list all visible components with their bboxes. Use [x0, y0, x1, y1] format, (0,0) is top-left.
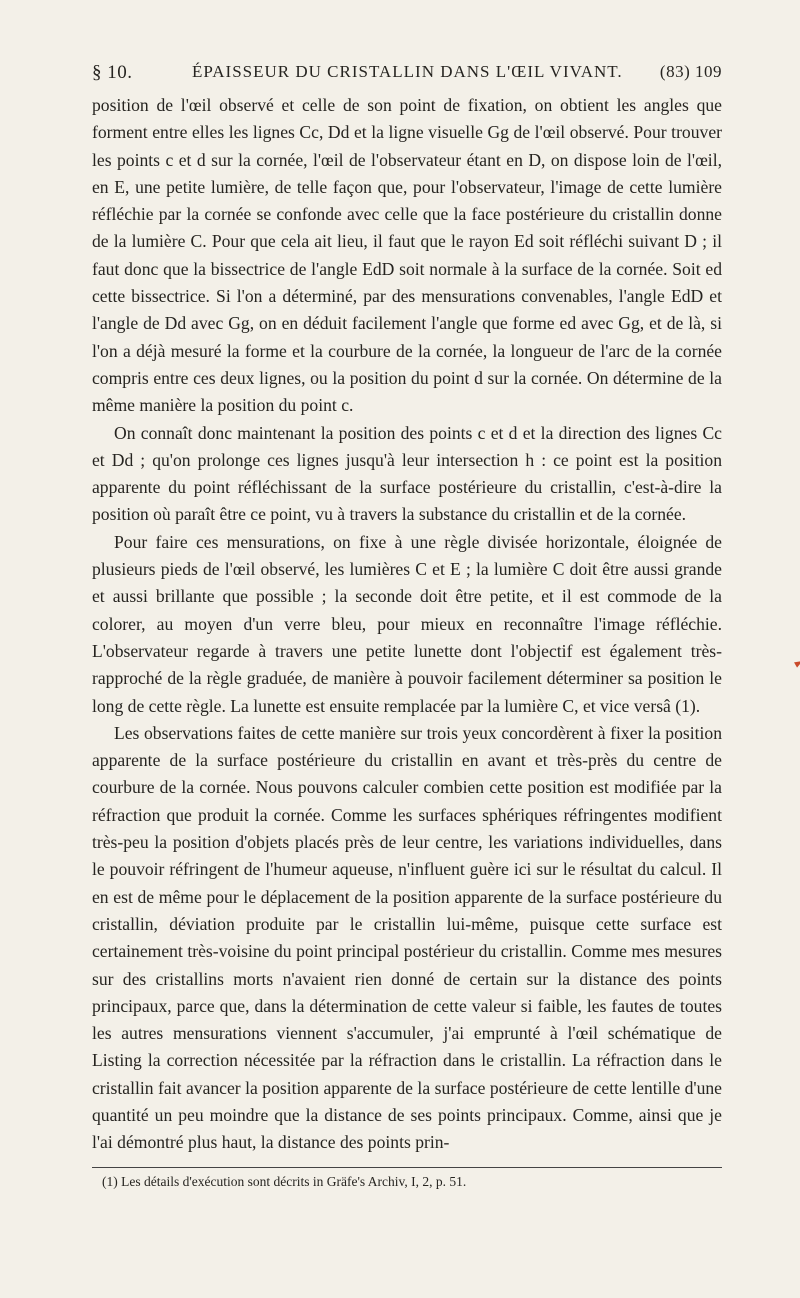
margin-mark-icon: [794, 658, 800, 667]
paragraph-1: position de l'œil observé et celle de son point de fixation, on obtient les angles que forment entre elles les lignes Cc, Dd et la ligne visuelle Gg de l'œil observé. Pour trouver les points c et d sur la cornée, l'œil de l'observateur étant en D, on dispose loin de l'œil, en E, une petite lumière, de telle façon que, pour l'observateur, l'image de cette lumière réfléchie par la cornée se confonde avec celle que la face postérieure du cristallin donne de la lumière C. Pour que cela ait lieu, il faut que le rayon Ed soit réfléchi suivant D ; il faut donc que la bissectrice de l'angle EdD soit normale à la surface de la cornée. Soit ed cette bissectrice. Si l'on a déterminé, par des mensurations convenables, l'angle EdD et l'angle de Dd avec Gg, on en déduit facilement l'angle que forme ed avec Gg, et de là, si l'on a déjà mesuré la forme et la courbure de la cornée, la longueur de l'arc de la cornée compris entre ces deux lignes, ou la position du point d sur la cornée. On détermine de la même manière la position du point c.: [92, 95, 722, 416]
footnote: (1) Les détails d'exécution sont décrits in Gräfe's Archiv, I, 2, p. 51.: [102, 1173, 467, 1189]
running-header: [92, 58, 722, 88]
footnote-rule: [92, 1167, 722, 1168]
running-title: ÉPAISSEUR DU CRISTALLIN DANS L'ŒIL VIVANT.: [192, 62, 623, 81]
section-number: § 10.: [92, 62, 133, 83]
paragraph-3: Pour faire ces mensurations, on fixe à une règle divisée horizontale, éloignée de plusieurs pieds de l'œil observé, les lumières C et E ; la lumière C doit être aussi grande et aussi brillante que possible ; la seconde doit être petite, et il est commode de la colorer, au moyen d'un verre bleu, pour mieux en reconnaître l'image réfléchie. L'observateur regarde à travers une petite lunette dont l'objectif est également très-rapproché de la règle graduée, de manière à pouvoir facilement déterminer sa position le long de cette règle. La lunette est ensuite remplacée par la lumière C, et vice versâ (1).: [92, 531, 722, 716]
page-number: (83) 109: [659, 62, 722, 81]
paragraph-4: Les observations faites de cette manière sur trois yeux concordèrent à fixer la position apparente de la surface postérieure du cristallin en avant et très-près du centre de courbure de la cornée. Nous pouvons calculer combien cette position est modifiée par la réfraction que produit la cornée. Comme les surfaces sphériques réfringentes modifient très-peu la position d'objets placés près de leur centre, les variations individuelles, dans le pouvoir réfringent de l'humeur aqueuse, n'influent guère ici sur le résultat du calcul. Il en est de même pour le déplacement de la position apparente de la surface postérieure du cristallin, déviation produite par le cristallin lui-même, puisque cette surface est certainement très-voisine du point principal postérieur du cristallin. Comme mes mesures sur des cristallins morts n'avaient rien donné de certain sur la distance des points principaux, parce que, dans la détermination de cette valeur si faible, les fautes de toutes les autres mensurations viennent s'accumuler, j'ai emprunté à l'œil schématique de Listing la correction nécessitée par la réfraction dans le cristallin. La réfraction dans le cristallin fait avancer la position apparente de la surface postérieure de cette lentille d'une quantité un peu moindre que la distance de ses points principaux. Comme, ainsi que je l'ai démontré plus haut, la distance des points prin-: [92, 722, 722, 1153]
paragraph-2: On connaît donc maintenant la position des points c et d et la direction des lignes Cc et Dd ; qu'on prolonge ces lignes jusqu'à leur intersection h : ce point est la position apparente du point réfléchissant de la surface postérieure du cristallin, c'est-à-dire la position où paraît être ce point, vu à travers la substance du cristallin et de la cornée.: [92, 422, 722, 525]
body-text: [92, 92, 722, 1157]
page: [92, 58, 722, 1190]
